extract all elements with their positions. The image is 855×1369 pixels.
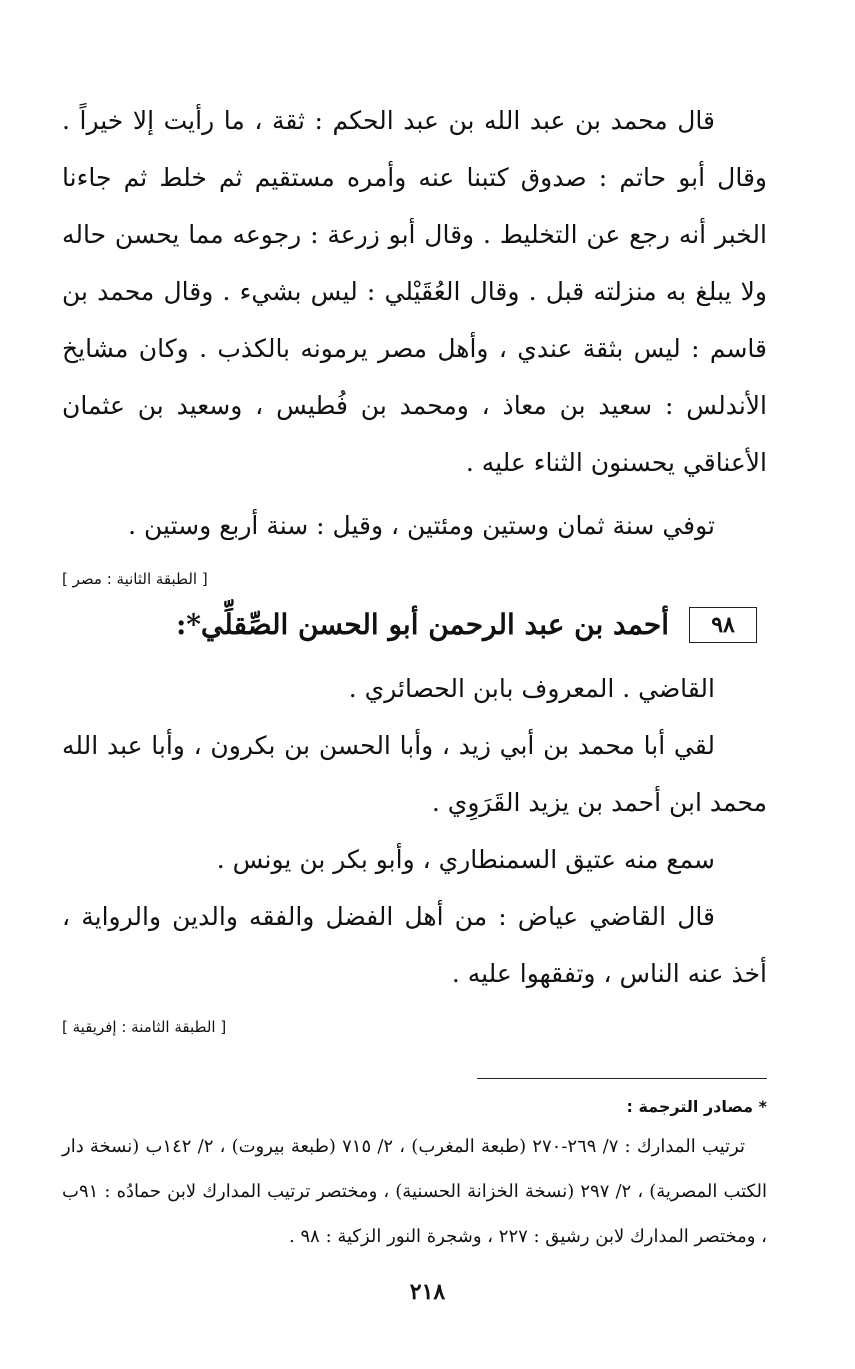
page-number: ٢١٨ xyxy=(409,1279,446,1305)
entry-title: أحمد بن عبد الرحمن أبو الحسن الصِّقلِّي*: xyxy=(175,608,669,641)
paragraph-death: توفي سنة ثمان وستين ومئتين ، وقيل : سنة أربع وستين . xyxy=(128,511,715,540)
footnote-title: * مصادر الترجمة : xyxy=(626,1097,767,1116)
footnote-divider xyxy=(477,1078,767,1079)
entry-heading xyxy=(62,598,767,652)
paragraph-title-known: القاضي . المعروف بابن الحصائري . xyxy=(348,674,715,703)
paragraph-critics: قال محمد بن عبد الله بن عبد الحكم : ثقة ، ما رأيت إلا خيراً . وقال أبو حاتم : صدوق كتبنا عنه وأمره مستقيم ثم خلط ثم جاءنا الخبر أنه رجع عن التخليط . وقال أبو زرعة : رجوعه مما يحسن حاله ولا يبلغ به منزلته قبل . وقال العُقَيْلي : ليس بشيء . وقال محمد بن قاسم : ليس بثقة عندي ، وأهل مصر يرمونه بالكذب . وكان مشايخ الأندلس : سعيد بن معاذ ، ومحمد بن فُطيس ، وسعيد بن عثمان الأعناقي يحسنون الثناء عليه . xyxy=(62,106,767,477)
paragraph-heard: سمع منه عتيق السمنطاري ، وأبو بكر بن يونس . xyxy=(216,845,715,874)
footnotes xyxy=(62,1090,767,1259)
page-body xyxy=(62,92,767,1309)
tabaqa-tag-ifriqiya: [ الطبقة الثامنة : إفريقية ] xyxy=(62,1018,227,1036)
tabaqa-tag-egypt: [ الطبقة الثانية : مصر ] xyxy=(62,570,208,588)
paragraph-iyad: قال القاضي عياض : من أهل الفضل والفقه والدين والرواية ، أخذ عنه الناس ، وتفقهوا عليه . xyxy=(62,902,767,988)
entry-number-box: ٩٨ xyxy=(689,607,757,643)
paragraph-met: لقي أبا محمد بن أبي زيد ، وأبا الحسن بن بكرون ، وأبا عبد الله محمد ابن أحمد بن يزيد القَرَوِي . xyxy=(62,731,767,817)
footnote-sources: ترتيب المدارك : ٧/ ٢٦٩-٢٧٠ (طبعة المغرب) ، ٢/ ٧١٥ (طبعة بيروت) ، ٢/ ١٤٢ب (نسخة دار الكتب المصرية) ، ٢/ ٢٩٧ (نسخة الخزانة الحسنية) ، ومختصر ترتيب المدارك لابن حمادُه : ٩١ب ، ومختصر المدارك لابن رشيق : ٢٢٧ ، وشجرة النور الزكية : ٩٨ . xyxy=(62,1136,767,1247)
